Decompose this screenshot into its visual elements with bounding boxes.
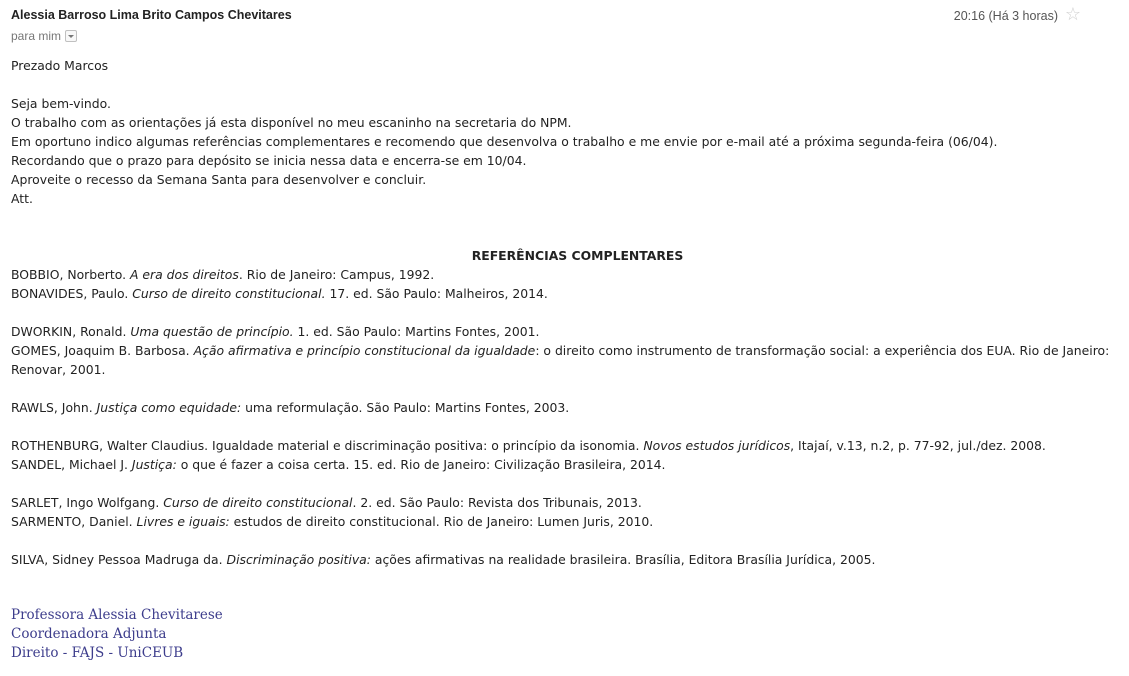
recipient-label: para mim bbox=[11, 29, 62, 43]
body-line: Aproveite o recesso da Semana Santa para desenvolver e concluir. bbox=[11, 172, 427, 187]
signature-name: Professora Alessia Chevitarese bbox=[11, 607, 223, 623]
reference-item: BONAVIDES, Paulo. Curso de direito constitucional. 17. ed. São Paulo: Malheiros, 2014. bbox=[11, 286, 548, 301]
message-time: 20:16 (Há 3 horas) bbox=[953, 9, 1058, 23]
reference-item: RAWLS, John. Justiça como equidade: uma reformulação. São Paulo: Martins Fontes, 2003. bbox=[11, 400, 570, 415]
body-line: Att. bbox=[11, 191, 33, 206]
reference-item: GOMES, Joaquim B. Barbosa. Ação afirmativa e princípio constitucional da igualdade: o direito como instrumento de transformação social: a experiência dos EUA. Rio de Janeiro: Renovar, 2001. bbox=[11, 343, 1110, 377]
reference-item: SILVA, Sidney Pessoa Madruga da. Discriminação positiva: ações afirmativas na realidade brasileira. Brasília, Editora Brasília Jurídica, 2005. bbox=[11, 552, 876, 567]
body-line: O trabalho com as orientações já esta disponível no meu escaninho na secretaria do NPM. bbox=[11, 115, 572, 130]
greeting: Prezado Marcos bbox=[11, 58, 109, 73]
signature-role: Coordenadora Adjunta bbox=[11, 626, 167, 642]
reference-item: SARMENTO, Daniel. Livres e iguais: estudos de direito constitucional. Rio de Janeiro: Lumen Juris, 2010. bbox=[11, 514, 654, 529]
body-line: Recordando que o prazo para depósito se inicia nessa data e encerra-se em 10/04. bbox=[11, 153, 527, 168]
message-body bbox=[11, 56, 1119, 569]
star-icon[interactable]: ☆ bbox=[1064, 4, 1081, 25]
body-line: Seja bem-vindo. bbox=[11, 96, 111, 111]
reference-item: SARLET, Ingo Wolfgang. Curso de direito constitucional. 2. ed. São Paulo: Revista dos Tribunais, 2013. bbox=[11, 495, 642, 510]
show-details-icon[interactable] bbox=[65, 30, 77, 42]
reference-item: SANDEL, Michael J. Justiça: o que é fazer a coisa certa. 15. ed. Rio de Janeiro: Civilização Brasileira, 2014. bbox=[11, 457, 666, 472]
reference-item: DWORKIN, Ronald. Uma questão de princípio. 1. ed. São Paulo: Martins Fontes, 2001. bbox=[11, 324, 540, 339]
reference-item: BOBBIO, Norberto. A era dos direitos. Rio de Janeiro: Campus, 1992. bbox=[11, 267, 435, 282]
sender-name[interactable]: Alessia Barroso Lima Brito Campos Chevitares bbox=[11, 8, 292, 22]
recipient-row bbox=[11, 29, 77, 43]
body-line: Em oportuno indico algumas referências complementares e recomendo que desenvolva o trabalho e me envie por e-mail até a próxima segunda-feira (06/04). bbox=[11, 134, 998, 149]
email-header bbox=[11, 4, 1111, 48]
signature bbox=[11, 606, 223, 663]
references-title: REFERÊNCIAS COMPLENTARES bbox=[471, 248, 684, 263]
reference-item: ROTHENBURG, Walter Claudius. Igualdade material e discriminação positiva: o princípio da isonomia. Novos estudos jurídicos, Itajaí, v.13, n.2, p. 77-92, jul./dez. 2008. bbox=[11, 438, 1046, 453]
signature-department: Direito - FAJS - UniCEUB bbox=[11, 645, 184, 661]
